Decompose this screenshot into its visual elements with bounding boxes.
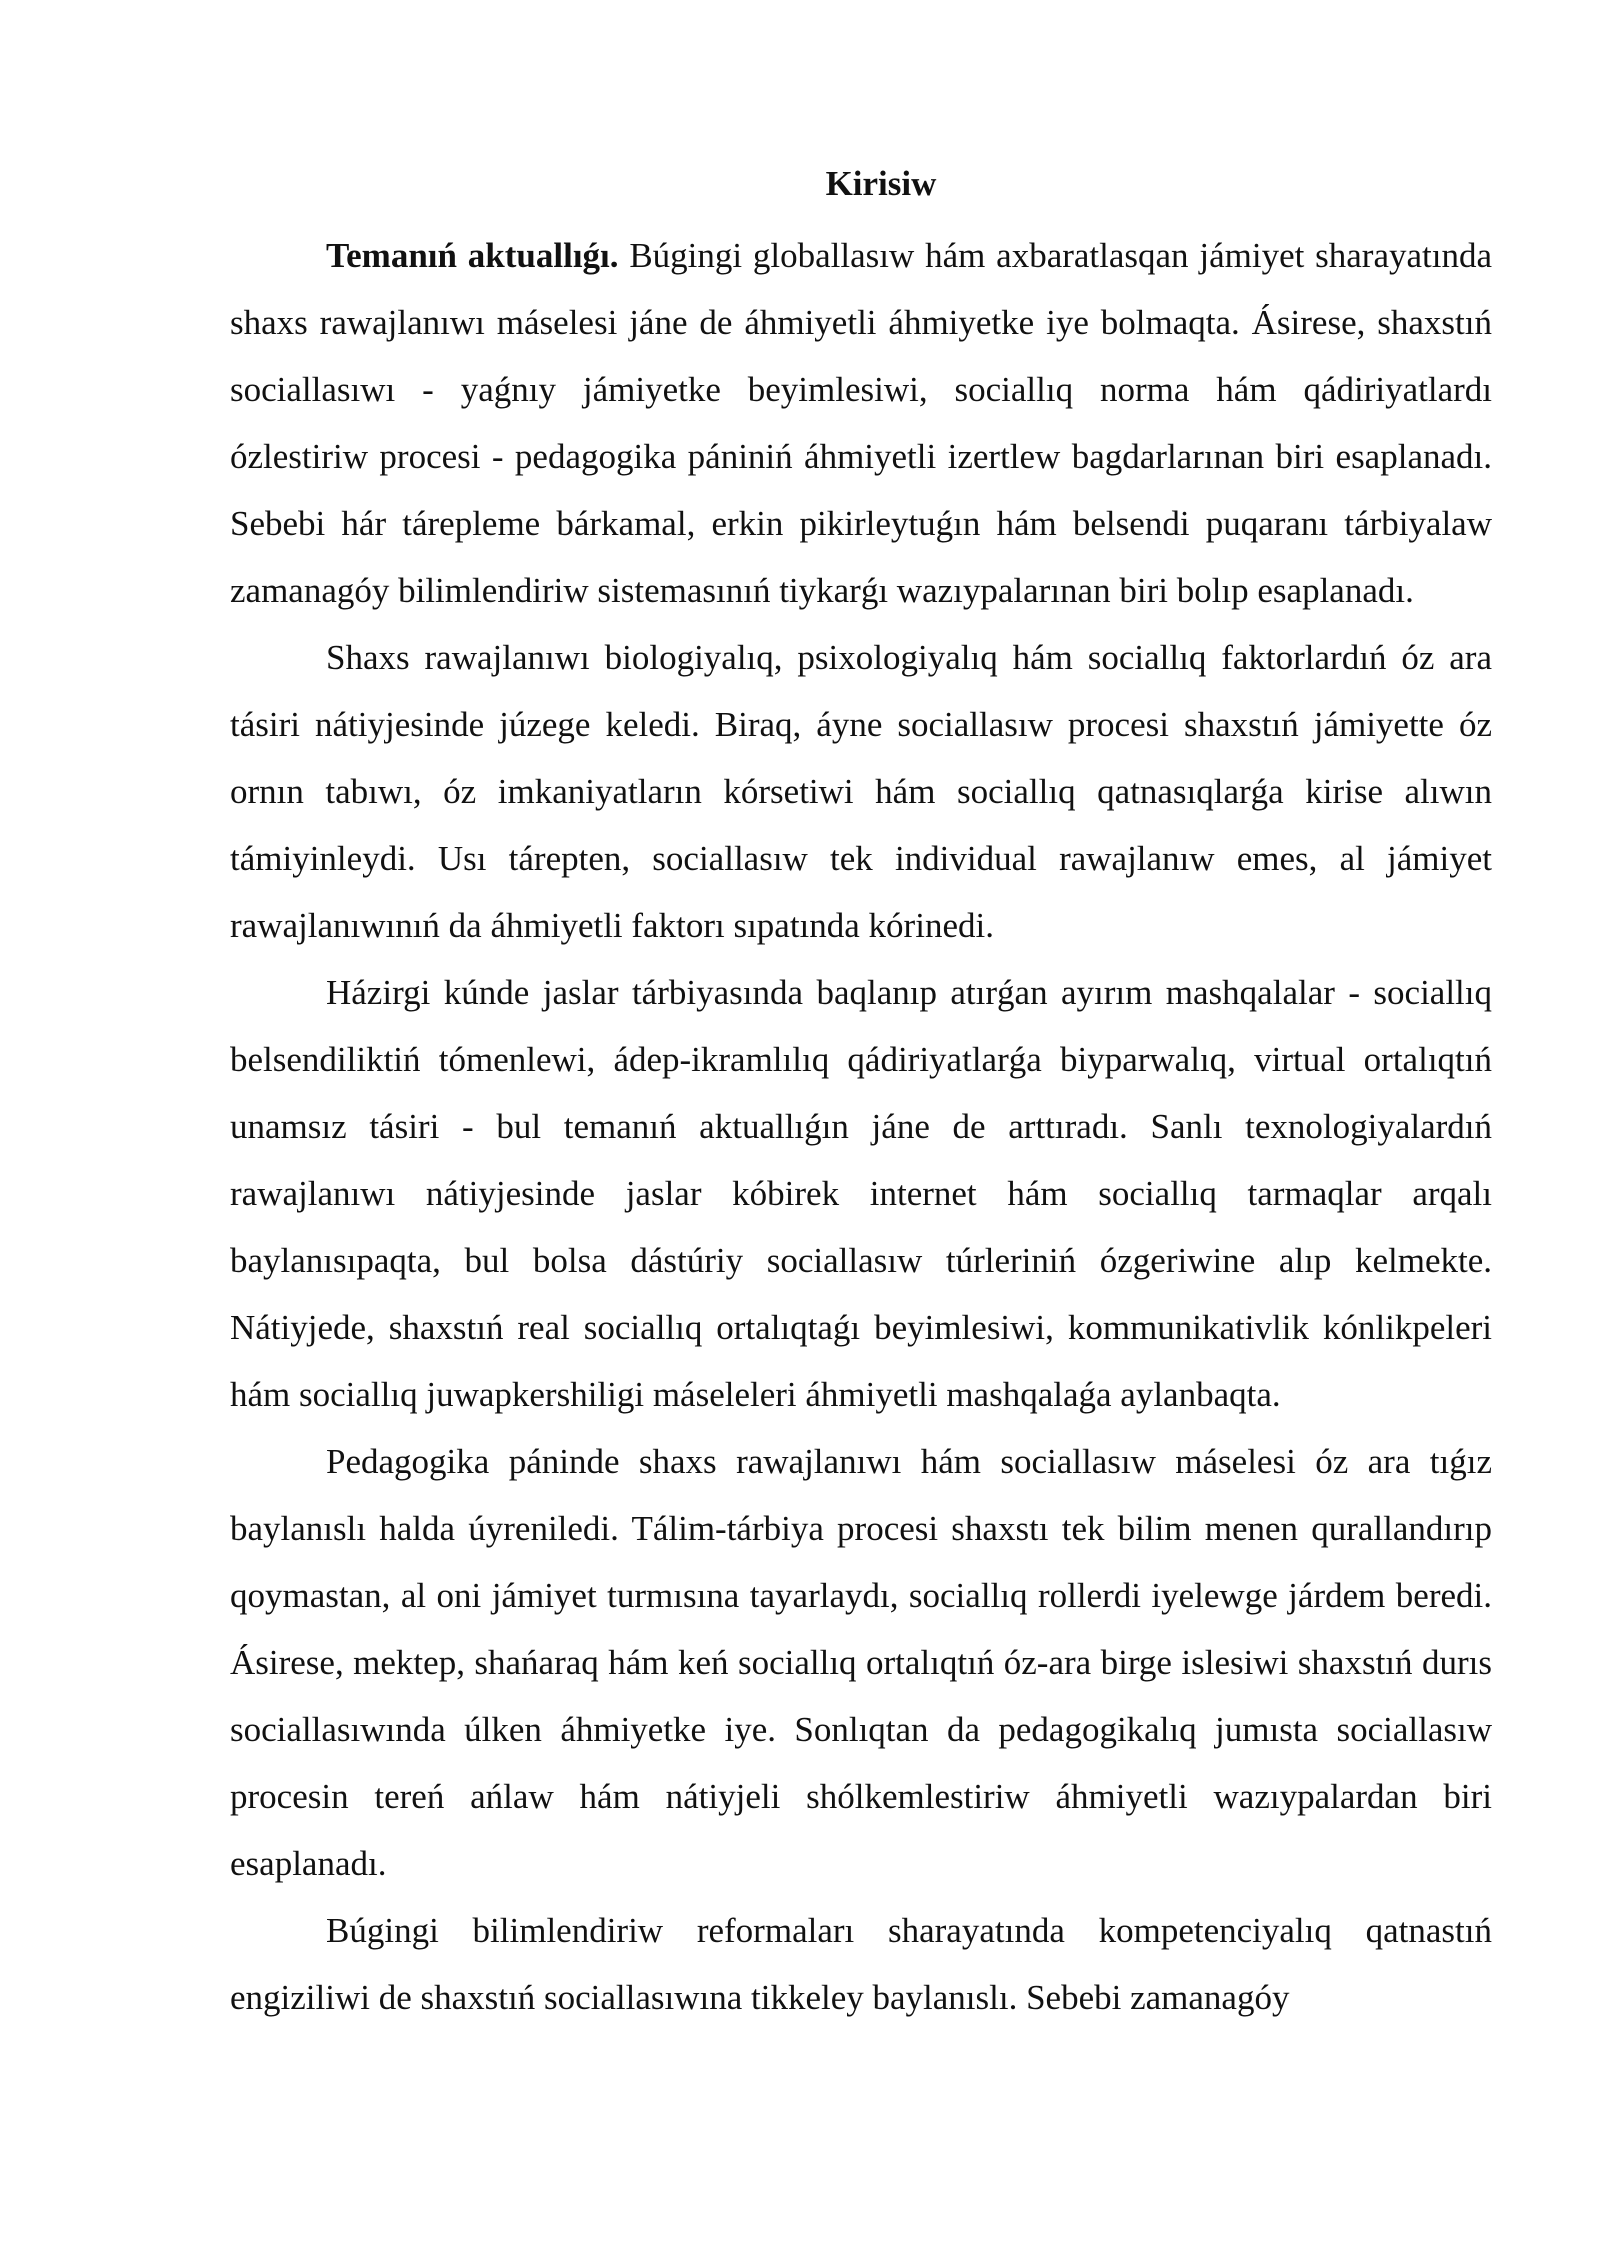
paragraph-1-text: Búgingi globallasıw hám axbaratlasqan jámiyet sharayatında shaxs rawajlanıwı máselesi jáne de áhmiyetli áhmiyetke iye bolmaqta. Ásirese, shaxstıń sociallasıwı - yaǵnıy jámiyetke beyimlesiwi, sociallıq norma hám qádiriyatlardı ózlestiriw procesi - pedagogika pániniń áhmiyetli izertlew bagdarlarınan biri esaplanadı. Sebebi hár tárepleme bárkamal, erkin pikirleytuǵın hám belsendi puqaranı tárbiyalaw zamanagóy bilimlendiriw sistemasınıń tiykarǵı wazıypalarınan biri bolıp esaplanadı. bbox=[230, 236, 1492, 610]
paragraph-2: Shaxs rawajlanıwı biologiyalıq, psixologiyalıq hám sociallıq faktorlardıń óz ara tásiri nátiyjesinde júzege keledi. Biraq, áyne sociallasıw procesi shaxstıń jámiyette óz ornın tabıwı, óz imkaniyatların kórsetiwi hám sociallıq qatnasıqlarǵa kirise alıwın támiyinleydi. Usı tárepten, sociallasıw tek individual rawajlanıw emes, al jámiyet rawajlanıwınıń da áhmiyetli faktorı sıpatında kórinedi. bbox=[230, 638, 1492, 945]
paragraph-5: Búgingi bilimlendiriw reformaları sharayatında kompetenciyalıq qatnastıń engiziliwi de shaxstıń sociallasıwına tikkeley baylanıslı. Sebebi zamanagóy bbox=[230, 1911, 1492, 2017]
document-page bbox=[230, 150, 1492, 2031]
paragraph-1 bbox=[230, 222, 1492, 624]
paragraph-3: Házirgi kúnde jaslar tárbiyasında baqlanıp atırǵan ayırım mashqalalar - sociallıq belsendiliktiń tómenlewi, ádep-ikramlılıq qádiriyatlarǵa biyparwalıq, virtual ortalıqtıń unamsız tásiri - bul temanıń aktuallıǵın jáne de arttıradı. Sanlı texnologiyalardıń rawajlanıwı nátiyjesinde jaslar kóbirek internet hám sociallıq tarmaqlar arqalı baylanısıpaqta, bul bolsa dástúriy sociallasıw túrleriniń ózgeriwine alıp kelmekte. Nátiyjede, shaxstıń real sociallıq ortalıqtaǵı beyimlesiwi, kommunikativlik kónlikpeleri hám sociallıq juwapkershiligi máseleleri áhmiyetli mashqalaǵa aylanbaqta. bbox=[230, 973, 1492, 1414]
paragraph-4: Pedagogika páninde shaxs rawajlanıwı hám sociallasıw máselesi óz ara tıǵız baylanıslı halda úyreniledi. Tálim-tárbiya procesi shaxstı tek bilim menen qurallandırıp qoymastan, al oni jámiyet turmısına tayarlaydı, sociallıq rollerdi iyelewge járdem beredi. Ásirese, mektep, shańaraq hám keń sociallıq ortalıqtıń óz-ara birge islesiwi shaxstıń durıs sociallasıwında úlken áhmiyetke iye. Sonlıqtan da pedagogikalıq jumısta sociallasıw procesin tereń ańlaw hám nátiyjeli shólkemlestiriw áhmiyetli wazıypalardan biri esaplanadı. bbox=[230, 1442, 1492, 1883]
paragraph-1-lead: Temanıń aktuallıǵı. bbox=[326, 236, 619, 275]
document-title: Kirisiw bbox=[825, 164, 937, 203]
